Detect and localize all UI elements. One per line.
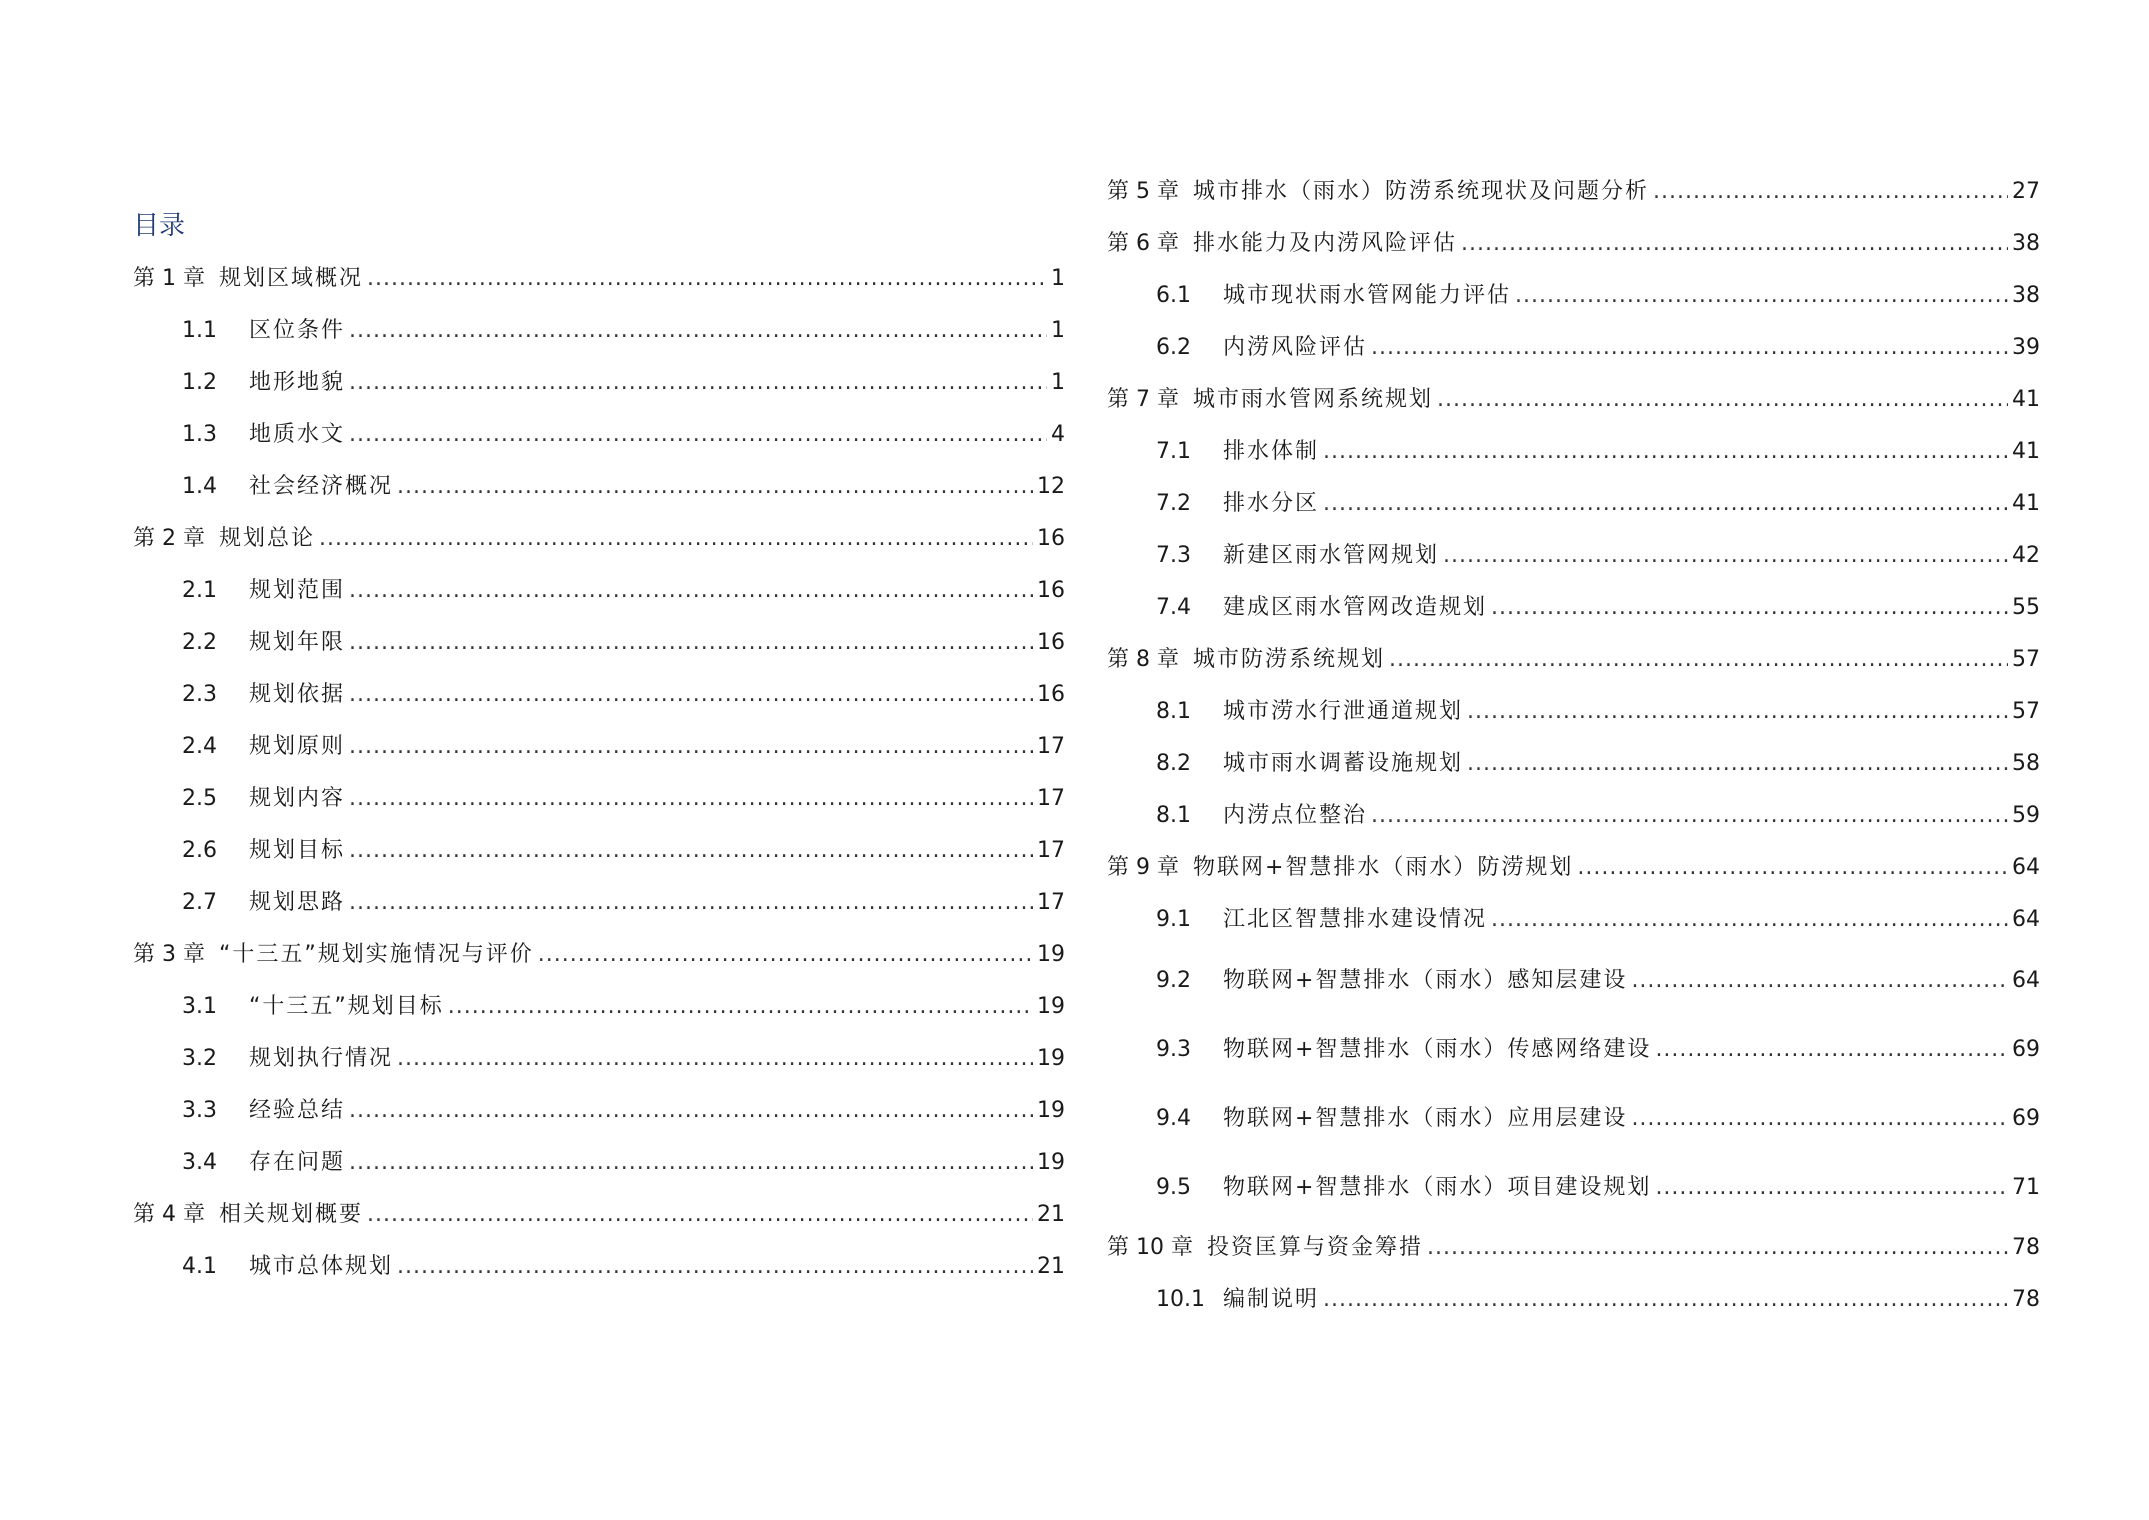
toc-entry-number: 6.1 — [1156, 283, 1191, 308]
toc-page-number: 59 — [2012, 803, 2040, 828]
toc-section-entry[interactable] — [133, 409, 1065, 461]
toc-entry-label: 地质水文 — [249, 422, 346, 447]
toc-entry-label: 规划范围 — [249, 578, 346, 603]
toc-page-number: 16 — [1037, 578, 1065, 603]
toc-page-number: 17 — [1037, 890, 1065, 915]
toc-section-entry[interactable] — [133, 981, 1065, 1033]
toc-entry-label: 城市涝水行泄通道规划 — [1223, 699, 1464, 724]
toc-section-entry[interactable] — [1107, 1015, 2040, 1084]
toc-section-entry[interactable] — [1107, 322, 2040, 374]
toc-entry-label: 相关规划概要 — [218, 1202, 363, 1227]
toc-entry-number: 第 8 章 — [1107, 647, 1179, 672]
toc-dot-leader — [1427, 1222, 2008, 1274]
toc-entry-label: 城市雨水调蓄设施规划 — [1223, 751, 1464, 776]
toc-entry-number: 第 1 章 — [133, 266, 205, 291]
toc-dot-leader — [1323, 1274, 2008, 1326]
toc-dot-leader — [397, 1241, 1033, 1293]
toc-dot-leader — [349, 773, 1033, 825]
toc-dot-leader — [1371, 322, 2008, 374]
toc-dot-leader — [1655, 1153, 2008, 1222]
toc-dot-leader — [1491, 582, 2008, 634]
toc-section-entry[interactable] — [133, 461, 1065, 513]
toc-page-number: 21 — [1037, 1254, 1065, 1279]
toc-chapter-entry[interactable] — [1107, 166, 2040, 218]
toc-page-number: 41 — [2012, 491, 2040, 516]
toc-entry-number: 7.1 — [1156, 439, 1191, 464]
toc-entry-number: 第 6 章 — [1107, 231, 1179, 256]
toc-entry-label: 规划目标 — [249, 838, 346, 863]
toc-entry-number: 第 4 章 — [133, 1202, 205, 1227]
toc-entry-label: 经验总结 — [249, 1098, 346, 1123]
toc-section-entry[interactable] — [133, 1241, 1065, 1293]
toc-dot-leader — [1577, 842, 2008, 894]
toc-dot-leader — [349, 669, 1033, 721]
toc-dot-leader — [1653, 166, 2008, 218]
toc-entry-number: 4.1 — [182, 1254, 217, 1279]
toc-dot-leader — [367, 253, 1047, 305]
toc-chapter-entry[interactable] — [133, 929, 1065, 981]
toc-left-column — [133, 253, 1065, 1293]
toc-dot-leader — [349, 825, 1033, 877]
toc-entry-number: 9.1 — [1156, 907, 1191, 932]
toc-dot-leader — [1461, 218, 2008, 270]
toc-entry-label: 规划内容 — [249, 786, 346, 811]
toc-dot-leader — [397, 461, 1033, 513]
toc-entry-number: 第 9 章 — [1107, 855, 1179, 880]
toc-page-number: 57 — [2012, 647, 2040, 672]
toc-page-number: 21 — [1037, 1202, 1065, 1227]
toc-entry-label: 规划执行情况 — [249, 1046, 394, 1071]
toc-page-number: 1 — [1051, 266, 1065, 291]
toc-page-number: 17 — [1037, 734, 1065, 759]
toc-page-number: 78 — [2012, 1235, 2040, 1260]
toc-entry-label: 建成区雨水管网改造规划 — [1223, 595, 1488, 620]
toc-chapter-entry[interactable] — [1107, 634, 2040, 686]
toc-entry-label: 物联网+智慧排水（雨水）感知层建设 — [1223, 968, 1628, 993]
toc-page-number: 19 — [1037, 1046, 1065, 1071]
toc-section-entry[interactable] — [1107, 426, 2040, 478]
toc-entry-number: 第 5 章 — [1107, 179, 1179, 204]
toc-entry-number: 3.2 — [182, 1046, 217, 1071]
toc-entry-number: 2.1 — [182, 578, 217, 603]
toc-page-number: 19 — [1037, 1098, 1065, 1123]
toc-entry-label: 规划思路 — [249, 890, 346, 915]
toc-dot-leader — [1389, 634, 2008, 686]
toc-chapter-entry[interactable] — [133, 1189, 1065, 1241]
toc-entry-number: 第 3 章 — [133, 942, 205, 967]
toc-page-number: 1 — [1051, 370, 1065, 395]
toc-dot-leader — [1515, 270, 2008, 322]
toc-dot-leader — [1631, 1084, 2008, 1153]
toc-section-entry[interactable] — [133, 1137, 1065, 1189]
toc-entry-label: “十三五”规划目标 — [249, 994, 444, 1019]
toc-entry-label: 地形地貌 — [249, 370, 346, 395]
toc-dot-leader — [319, 513, 1033, 565]
toc-entry-number: 6.2 — [1156, 335, 1191, 360]
toc-entry-label: 规划原则 — [249, 734, 346, 759]
toc-dot-leader — [397, 1033, 1033, 1085]
toc-section-entry[interactable] — [1107, 582, 2040, 634]
toc-entry-label: 规划总论 — [218, 526, 315, 551]
toc-entry-label: 物联网+智慧排水（雨水）防涝规划 — [1192, 855, 1574, 880]
toc-entry-label: 内涝风险评估 — [1223, 335, 1368, 360]
toc-entry-number: 2.3 — [182, 682, 217, 707]
toc-entry-number: 2.4 — [182, 734, 217, 759]
toc-section-entry[interactable] — [1107, 478, 2040, 530]
toc-entry-label: 新建区雨水管网规划 — [1223, 543, 1440, 568]
toc-entry-number: 9.3 — [1156, 1037, 1191, 1062]
toc-entry-number: 7.2 — [1156, 491, 1191, 516]
toc-section-entry[interactable] — [133, 773, 1065, 825]
toc-section-entry[interactable] — [133, 1033, 1065, 1085]
toc-dot-leader — [1655, 1015, 2008, 1084]
toc-entry-label: 规划区域概况 — [218, 266, 363, 291]
toc-section-entry[interactable] — [1107, 894, 2040, 946]
toc-entry-label: “十三五”规划实施情况与评价 — [218, 942, 534, 967]
toc-right-column — [1107, 166, 2040, 1326]
toc-entry-label: 物联网+智慧排水（雨水）传感网络建设 — [1223, 1037, 1652, 1062]
toc-section-entry[interactable] — [133, 305, 1065, 357]
toc-dot-leader — [1631, 946, 2008, 1015]
toc-entry-number: 1.1 — [182, 318, 217, 343]
toc-page-number: 17 — [1037, 838, 1065, 863]
toc-dot-leader — [349, 721, 1033, 773]
toc-dot-leader — [349, 1085, 1033, 1137]
toc-page-number: 38 — [2012, 231, 2040, 256]
toc-page-number: 1 — [1051, 318, 1065, 343]
toc-page-number: 41 — [2012, 439, 2040, 464]
toc-entry-number: 3.1 — [182, 994, 217, 1019]
toc-entry-label: 城市防涝系统规划 — [1192, 647, 1385, 672]
toc-entry-label: 投资匡算与资金筹措 — [1206, 1235, 1423, 1260]
toc-section-entry[interactable] — [133, 877, 1065, 929]
toc-dot-leader — [349, 617, 1033, 669]
toc-entry-number: 2.5 — [182, 786, 217, 811]
toc-section-entry[interactable] — [1107, 790, 2040, 842]
toc-dot-leader — [1491, 894, 2008, 946]
toc-section-entry[interactable] — [1107, 530, 2040, 582]
toc-entry-label: 物联网+智慧排水（雨水）项目建设规划 — [1223, 1175, 1652, 1200]
toc-dot-leader — [349, 409, 1047, 461]
toc-chapter-entry[interactable] — [1107, 374, 2040, 426]
toc-entry-number: 9.2 — [1156, 968, 1191, 993]
toc-section-entry[interactable] — [133, 669, 1065, 721]
toc-page-number: 16 — [1037, 682, 1065, 707]
toc-section-entry[interactable] — [1107, 1084, 2040, 1153]
toc-page-number: 64 — [2012, 968, 2040, 993]
toc-page-number: 58 — [2012, 751, 2040, 776]
toc-entry-label: 城市雨水管网系统规划 — [1192, 387, 1433, 412]
toc-entry-number: 第 2 章 — [133, 526, 205, 551]
toc-entry-number: 8.1 — [1156, 699, 1191, 724]
toc-page-number: 69 — [2012, 1037, 2040, 1062]
toc-entry-label: 城市现状雨水管网能力评估 — [1223, 283, 1512, 308]
toc-page-number: 71 — [2012, 1175, 2040, 1200]
toc-page-number: 38 — [2012, 283, 2040, 308]
toc-section-entry[interactable] — [1107, 1274, 2040, 1326]
toc-entry-number: 10.1 — [1156, 1287, 1205, 1312]
toc-entry-label: 区位条件 — [249, 318, 346, 343]
toc-page-number: 17 — [1037, 786, 1065, 811]
toc-page-number: 19 — [1037, 994, 1065, 1019]
toc-entry-label: 城市排水（雨水）防涝系统现状及问题分析 — [1192, 179, 1649, 204]
toc-entry-number: 1.4 — [182, 474, 217, 499]
toc-page-number: 4 — [1051, 422, 1065, 447]
toc-page-number: 16 — [1037, 630, 1065, 655]
toc-entry-number: 3.4 — [182, 1150, 217, 1175]
toc-section-entry[interactable] — [133, 1085, 1065, 1137]
toc-page-number: 42 — [2012, 543, 2040, 568]
toc-entry-number: 9.4 — [1156, 1106, 1191, 1131]
toc-chapter-entry[interactable] — [1107, 842, 2040, 894]
toc-entry-number: 1.2 — [182, 370, 217, 395]
toc-entry-number: 8.1 — [1156, 803, 1191, 828]
toc-dot-leader — [1371, 790, 2008, 842]
toc-entry-label: 排水体制 — [1223, 439, 1320, 464]
toc-dot-leader — [1443, 530, 2008, 582]
toc-entry-number: 2.7 — [182, 890, 217, 915]
toc-section-entry[interactable] — [133, 617, 1065, 669]
toc-chapter-entry[interactable] — [133, 513, 1065, 565]
toc-section-entry[interactable] — [1107, 270, 2040, 322]
toc-entry-number: 3.3 — [182, 1098, 217, 1123]
toc-page-number: 27 — [2012, 179, 2040, 204]
toc-section-entry[interactable] — [1107, 946, 2040, 1015]
toc-entry-label: 城市总体规划 — [249, 1254, 394, 1279]
toc-entry-number: 2.6 — [182, 838, 217, 863]
toc-dot-leader — [448, 981, 1033, 1033]
toc-section-entry[interactable] — [1107, 686, 2040, 738]
toc-page-number: 19 — [1037, 942, 1065, 967]
toc-page-number: 78 — [2012, 1287, 2040, 1312]
toc-dot-leader — [538, 929, 1033, 981]
toc-section-entry[interactable] — [133, 721, 1065, 773]
toc-section-entry[interactable] — [1107, 738, 2040, 790]
toc-dot-leader — [349, 1137, 1033, 1189]
toc-dot-leader — [1467, 686, 2008, 738]
toc-entry-label: 社会经济概况 — [249, 474, 394, 499]
toc-chapter-entry[interactable] — [133, 253, 1065, 305]
toc-entry-number: 第 7 章 — [1107, 387, 1179, 412]
toc-dot-leader — [349, 305, 1047, 357]
toc-page-number: 69 — [2012, 1106, 2040, 1131]
toc-entry-label: 排水分区 — [1223, 491, 1320, 516]
toc-entry-label: 存在问题 — [249, 1150, 346, 1175]
toc-entry-label: 规划依据 — [249, 682, 346, 707]
toc-entry-number: 第 10 章 — [1107, 1235, 1193, 1260]
toc-dot-leader — [349, 357, 1047, 409]
toc-page-number: 19 — [1037, 1150, 1065, 1175]
toc-chapter-entry[interactable] — [1107, 218, 2040, 270]
toc-page-number: 57 — [2012, 699, 2040, 724]
toc-dot-leader — [349, 565, 1033, 617]
toc-chapter-entry[interactable] — [1107, 1222, 2040, 1274]
toc-entry-number: 7.4 — [1156, 595, 1191, 620]
toc-section-entry[interactable] — [133, 357, 1065, 409]
toc-page-number: 12 — [1037, 474, 1065, 499]
toc-entry-label: 规划年限 — [249, 630, 346, 655]
toc-dot-leader — [367, 1189, 1033, 1241]
toc-entry-number: 2.2 — [182, 630, 217, 655]
toc-entry-label: 编制说明 — [1223, 1287, 1320, 1312]
toc-page-number: 41 — [2012, 387, 2040, 412]
toc-entry-label: 排水能力及内涝风险评估 — [1192, 231, 1457, 256]
toc-dot-leader — [1323, 478, 2008, 530]
toc-entry-number: 9.5 — [1156, 1175, 1191, 1200]
toc-page-number: 39 — [2012, 335, 2040, 360]
toc-section-entry[interactable] — [1107, 1153, 2040, 1222]
toc-page-number: 64 — [2012, 855, 2040, 880]
toc-entry-number: 8.2 — [1156, 751, 1191, 776]
toc-dot-leader — [349, 877, 1033, 929]
toc-title: 目录 — [133, 211, 186, 241]
toc-dot-leader — [1467, 738, 2008, 790]
toc-entry-label: 物联网+智慧排水（雨水）应用层建设 — [1223, 1106, 1628, 1131]
toc-entry-number: 7.3 — [1156, 543, 1191, 568]
toc-entry-label: 江北区智慧排水建设情况 — [1223, 907, 1488, 932]
toc-page-number: 64 — [2012, 907, 2040, 932]
toc-section-entry[interactable] — [133, 825, 1065, 877]
toc-section-entry[interactable] — [133, 565, 1065, 617]
toc-page-number: 16 — [1037, 526, 1065, 551]
toc-page-number: 55 — [2012, 595, 2040, 620]
toc-entry-label: 内涝点位整治 — [1223, 803, 1368, 828]
toc-dot-leader — [1437, 374, 2008, 426]
toc-entry-number: 1.3 — [182, 422, 217, 447]
toc-dot-leader — [1323, 426, 2008, 478]
